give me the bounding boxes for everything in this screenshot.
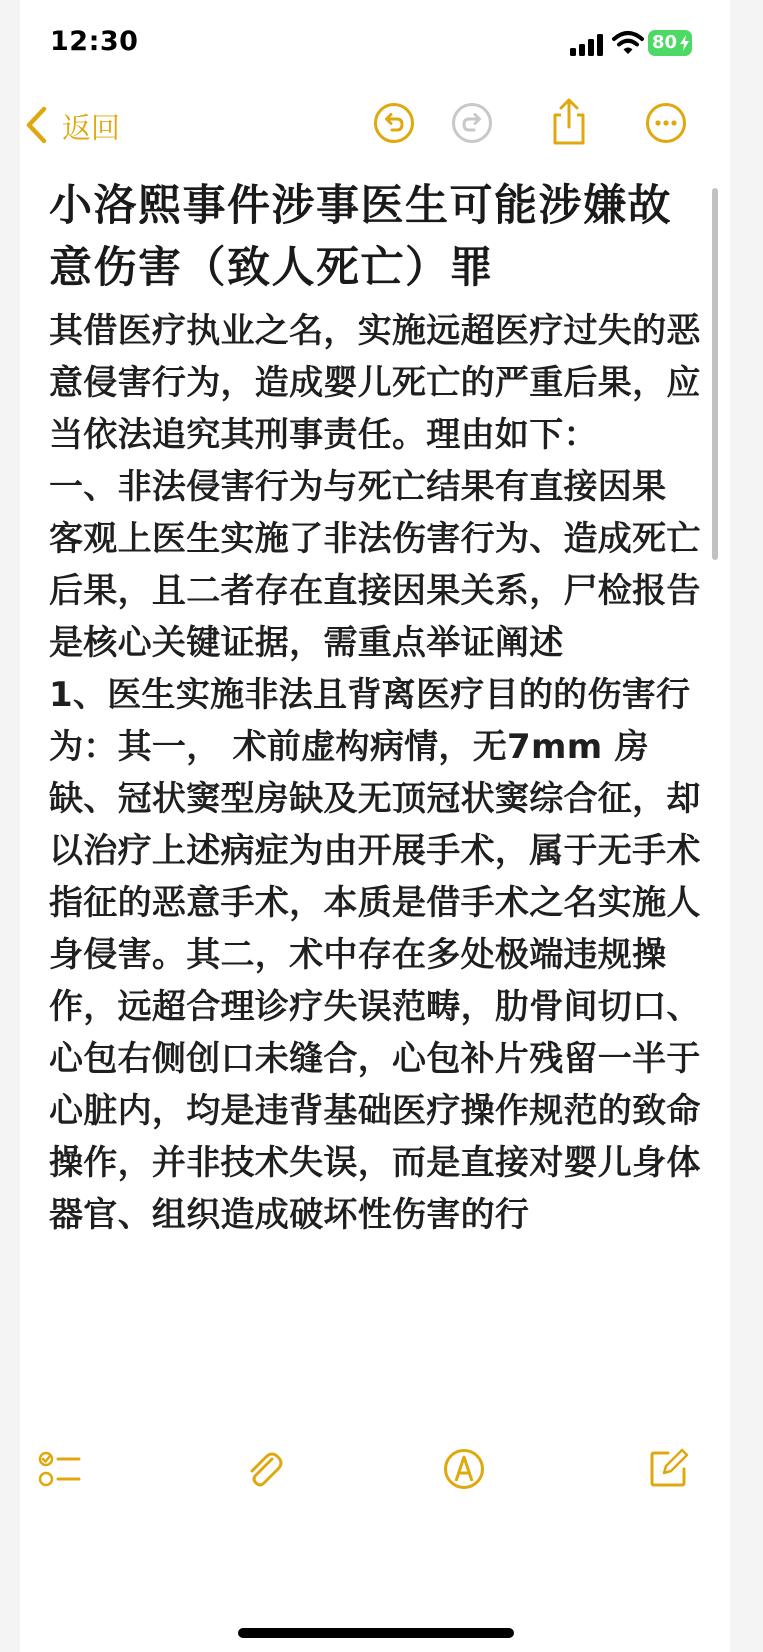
more-icon[interactable] [644,101,688,145]
battery-indicator [648,30,692,56]
paragraph-heading-1: 一、非法侵害行为与死亡结果有直接因果 [49,467,667,507]
cellular-signal-icon [570,34,606,56]
wifi-icon [612,30,644,56]
undo-icon[interactable] [372,101,416,145]
paperclip-icon[interactable] [242,1447,286,1491]
redo-icon[interactable] [450,101,494,145]
back-button[interactable]: 返回 [62,111,121,145]
chevron-left-icon[interactable] [24,105,48,145]
checklist-icon[interactable] [38,1447,82,1491]
home-indicator[interactable] [238,1628,514,1638]
paragraph-point-1: 1、医生实施非法且背离医疗目的的伤害行为：其一， 术前虚构病情，无7mm 房缺、冠状窦型房缺及无顶冠状窦综合征，却以治疗上述病症为由开展手术，属于无手术指征的恶意手术，本质是借手术之名实施人身侵害。其二，术中存在多处极端违规操作，远超合理诊疗失误范畴，肋骨间切口、心包右侧创口未缝合，心包补片残留一半于心脏内，均是违背基础医疗操作规范的致命操作，并非技术失误，而是直接对婴儿身体器官、组织造成破坏性伤害的行 [49,675,701,1235]
markup-pen-icon[interactable] [442,1447,486,1491]
share-icon[interactable] [547,97,591,147]
charging-bolt-icon [680,35,689,51]
notes-page [20,0,730,1652]
status-bar [20,0,730,80]
note-title[interactable]: 小洛熙事件涉事医生可能涉嫌故意伤害（致人死亡）罪 [49,181,672,293]
scrollbar[interactable] [712,188,718,560]
battery-level: 80 [652,32,678,53]
bottom-toolbar [20,1435,730,1515]
paragraph-objective: 客观上医生实施了非法伤害行为、造成死亡后果，且二者存在直接因果关系，尸检报告是核心关键证据，需重点举证阐述 [49,519,701,663]
nav-bar [20,95,730,160]
paragraph-intro: 其借医疗执业之名，实施远超医疗过失的恶意侵害行为，造成婴儿死亡的严重后果，应当依法追究其刑事责任。理由如下： [49,311,701,455]
status-time: 12:30 [50,26,139,57]
note-body[interactable] [49,305,709,1241]
compose-icon[interactable] [646,1447,690,1491]
